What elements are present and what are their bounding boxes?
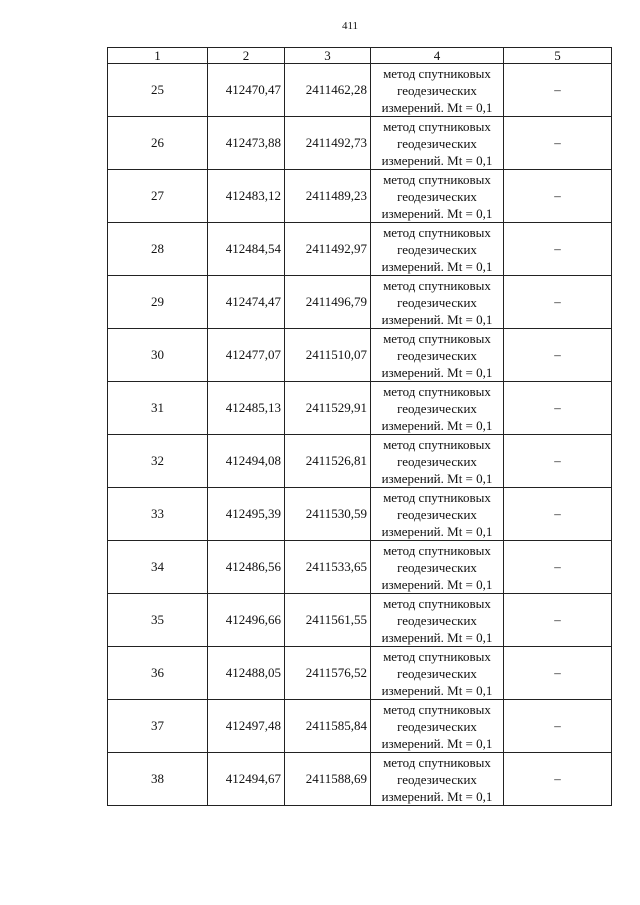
table-row	[108, 64, 612, 117]
col5-cell: –	[504, 276, 612, 329]
col5-cell: –	[504, 170, 612, 223]
method-cell: метод спутниковых геодезических измерений. Mt = 0,1	[371, 329, 504, 382]
point-number-cell: 30	[108, 329, 208, 382]
point-number-cell: 36	[108, 647, 208, 700]
table-row	[108, 170, 612, 223]
method-cell: метод спутниковых геодезических измерений. Mt = 0,1	[371, 541, 504, 594]
table-header-row	[108, 48, 612, 64]
method-cell: метод спутниковых геодезических измерений. Mt = 0,1	[371, 647, 504, 700]
point-number-cell: 29	[108, 276, 208, 329]
col5-cell: –	[504, 541, 612, 594]
x-coordinate-cell: 412474,47	[208, 276, 285, 329]
method-cell: метод спутниковых геодезических измерений. Mt = 0,1	[371, 594, 504, 647]
table-row	[108, 329, 612, 382]
col5-cell: –	[504, 647, 612, 700]
point-number-cell: 28	[108, 223, 208, 276]
x-coordinate-cell: 412484,54	[208, 223, 285, 276]
header-col-1: 1	[108, 48, 208, 64]
x-coordinate-cell: 412477,07	[208, 329, 285, 382]
method-cell: метод спутниковых геодезических измерений. Mt = 0,1	[371, 753, 504, 806]
table-row	[108, 276, 612, 329]
method-cell: метод спутниковых геодезических измерений. Mt = 0,1	[371, 488, 504, 541]
table-row	[108, 594, 612, 647]
col5-cell: –	[504, 223, 612, 276]
col5-cell: –	[504, 700, 612, 753]
y-coordinate-cell: 2411533,65	[285, 541, 371, 594]
header-col-5: 5	[504, 48, 612, 64]
point-number-cell: 33	[108, 488, 208, 541]
point-number-cell: 35	[108, 594, 208, 647]
col5-cell: –	[504, 329, 612, 382]
y-coordinate-cell: 2411529,91	[285, 382, 371, 435]
x-coordinate-cell: 412470,47	[208, 64, 285, 117]
y-coordinate-cell: 2411530,59	[285, 488, 371, 541]
y-coordinate-cell: 2411496,79	[285, 276, 371, 329]
point-number-cell: 27	[108, 170, 208, 223]
header-col-3: 3	[285, 48, 371, 64]
method-cell: метод спутниковых геодезических измерений. Mt = 0,1	[371, 64, 504, 117]
header-col-2: 2	[208, 48, 285, 64]
method-cell: метод спутниковых геодезических измерений. Mt = 0,1	[371, 382, 504, 435]
y-coordinate-cell: 2411492,97	[285, 223, 371, 276]
table-row	[108, 382, 612, 435]
x-coordinate-cell: 412485,13	[208, 382, 285, 435]
method-cell: метод спутниковых геодезических измерений. Mt = 0,1	[371, 223, 504, 276]
y-coordinate-cell: 2411585,84	[285, 700, 371, 753]
y-coordinate-cell: 2411510,07	[285, 329, 371, 382]
y-coordinate-cell: 2411492,73	[285, 117, 371, 170]
point-number-cell: 38	[108, 753, 208, 806]
x-coordinate-cell: 412494,67	[208, 753, 285, 806]
table-row	[108, 488, 612, 541]
coordinates-table	[107, 47, 612, 806]
x-coordinate-cell: 412488,05	[208, 647, 285, 700]
table-row	[108, 647, 612, 700]
col5-cell: –	[504, 64, 612, 117]
x-coordinate-cell: 412483,12	[208, 170, 285, 223]
point-number-cell: 37	[108, 700, 208, 753]
x-coordinate-cell: 412496,66	[208, 594, 285, 647]
x-coordinate-cell: 412473,88	[208, 117, 285, 170]
page-number: 411	[341, 20, 359, 32]
point-number-cell: 34	[108, 541, 208, 594]
col5-cell: –	[504, 594, 612, 647]
y-coordinate-cell: 2411462,28	[285, 64, 371, 117]
method-cell: метод спутниковых геодезических измерений. Mt = 0,1	[371, 170, 504, 223]
table-row	[108, 117, 612, 170]
y-coordinate-cell: 2411489,23	[285, 170, 371, 223]
col5-cell: –	[504, 117, 612, 170]
table-body	[108, 64, 612, 806]
y-coordinate-cell: 2411561,55	[285, 594, 371, 647]
point-number-cell: 25	[108, 64, 208, 117]
point-number-cell: 26	[108, 117, 208, 170]
x-coordinate-cell: 412495,39	[208, 488, 285, 541]
x-coordinate-cell: 412497,48	[208, 700, 285, 753]
x-coordinate-cell: 412494,08	[208, 435, 285, 488]
method-cell: метод спутниковых геодезических измерений. Mt = 0,1	[371, 435, 504, 488]
header-col-4: 4	[371, 48, 504, 64]
table-row	[108, 223, 612, 276]
y-coordinate-cell: 2411526,81	[285, 435, 371, 488]
col5-cell: –	[504, 488, 612, 541]
col5-cell: –	[504, 382, 612, 435]
col5-cell: –	[504, 753, 612, 806]
table-row	[108, 753, 612, 806]
table-row	[108, 435, 612, 488]
point-number-cell: 31	[108, 382, 208, 435]
table-row	[108, 541, 612, 594]
table-row	[108, 700, 612, 753]
col5-cell: –	[504, 435, 612, 488]
method-cell: метод спутниковых геодезических измерений. Mt = 0,1	[371, 117, 504, 170]
x-coordinate-cell: 412486,56	[208, 541, 285, 594]
y-coordinate-cell: 2411576,52	[285, 647, 371, 700]
method-cell: метод спутниковых геодезических измерений. Mt = 0,1	[371, 700, 504, 753]
y-coordinate-cell: 2411588,69	[285, 753, 371, 806]
point-number-cell: 32	[108, 435, 208, 488]
method-cell: метод спутниковых геодезических измерений. Mt = 0,1	[371, 276, 504, 329]
